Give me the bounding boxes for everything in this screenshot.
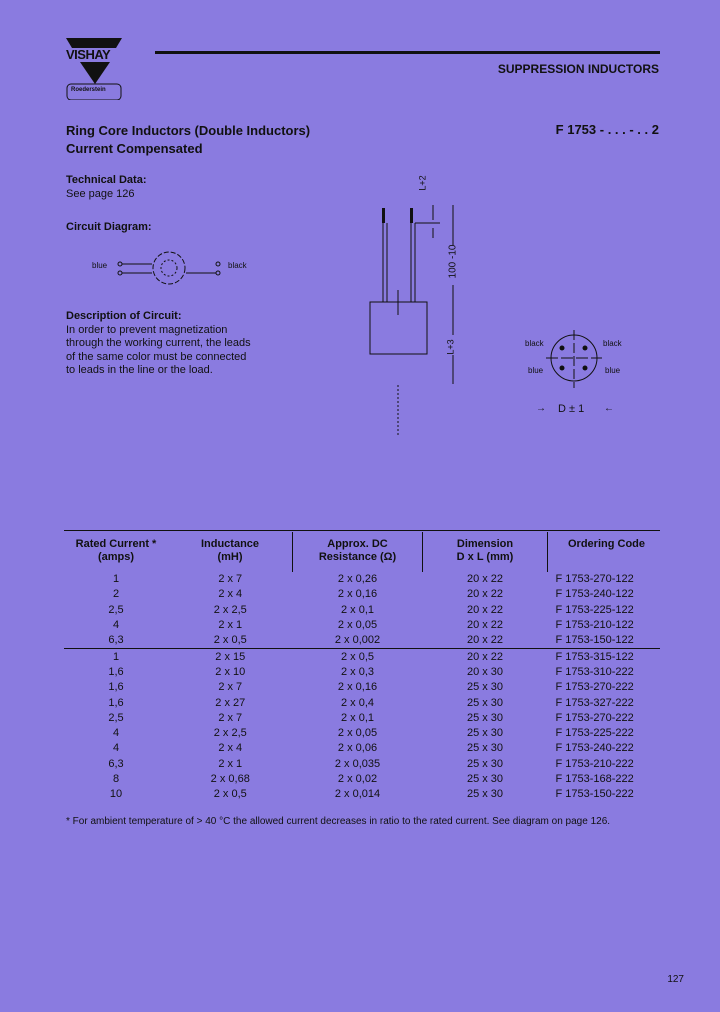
table-row [64, 649, 660, 665]
header-ordering-code: Ordering Code [568, 538, 646, 550]
diameter-label: D ± 1 [558, 403, 585, 415]
cell-ordering-code: F 1753-225-222 [555, 727, 634, 740]
sub-brand: Roederstein [71, 87, 106, 93]
cell-dimension: 25 x 30 [466, 727, 504, 740]
header-rule [155, 51, 660, 54]
cell-inductance: 2 x 10 [215, 665, 246, 678]
cell-dimension: 20 x 22 [466, 573, 504, 586]
cell-ordering-code: F 1753-210-122 [555, 619, 634, 632]
cell-ordering-code: F 1753-327-222 [555, 696, 634, 709]
circuit-right-label: black [228, 261, 247, 270]
cell-resistance: 2 x 0,002 [293, 633, 423, 649]
cell-inductance: 2 x 27 [215, 696, 246, 709]
cell-resistance: 2 x 0,4 [340, 696, 375, 709]
title-line-2: Current Compensated [66, 141, 203, 156]
cell-dimension: 25 x 30 [466, 757, 504, 770]
cell-resistance: 2 x 0,05 [337, 619, 378, 632]
cell-dimension: 20 x 22 [466, 603, 504, 616]
cell-dimension: 20 x 22 [466, 619, 504, 632]
cell-resistance: 2 x 0,014 [334, 788, 381, 801]
table-header-row [64, 532, 660, 572]
table-row [64, 603, 660, 618]
cell-rated-current: 4 [112, 742, 120, 755]
table-row [64, 741, 660, 756]
table-row [64, 772, 660, 787]
cell-inductance: 2 x 2,5 [213, 603, 247, 616]
table-row [64, 665, 660, 680]
cell-resistance: 2 x 0,3 [340, 665, 375, 678]
circuit-diagram [90, 248, 270, 288]
description-heading: Description of Circuit: [66, 310, 182, 322]
description-line: In order to prevent magnetization [66, 323, 228, 336]
header-inductance: Inductance (mH) [168, 532, 293, 572]
cell-ordering-code: F 1753-315-122 [555, 650, 634, 663]
cell-dimension: 20 x 22 [466, 588, 504, 601]
cell-inductance: 2 x 7 [218, 711, 243, 724]
product-title [66, 122, 310, 158]
page-number: 127 [667, 974, 684, 985]
cell-resistance: 2 x 0,1 [340, 711, 375, 724]
cell-dimension: 20 x 22 [423, 633, 548, 649]
dimension-drawing-side [360, 170, 470, 440]
description-line: to leads in the line or the load. [66, 364, 213, 376]
top-left-label: black [525, 339, 544, 348]
cell-rated-current: 1 [112, 573, 120, 586]
cell-inductance: 2 x 4 [218, 588, 243, 601]
technical-text: See page 126 [66, 188, 135, 200]
part-number: F 1753 - . . . - . . 2 [555, 122, 659, 137]
cell-ordering-code: F 1753-150-222 [555, 788, 634, 801]
cell-inductance: 2 x 7 [218, 573, 243, 586]
technical-heading: Technical Data: [66, 174, 147, 186]
table-row [64, 711, 660, 726]
cell-dimension: 20 x 30 [466, 665, 504, 678]
cell-ordering-code: F 1753-240-122 [555, 588, 634, 601]
table-row [64, 680, 660, 695]
cell-inductance: 2 x 0,5 [213, 788, 247, 801]
table-footnote: * For ambient temperature of > 40 °C the allowed current decreases in ratio to the rated current. See diagram on page 126. [66, 816, 611, 827]
cell-ordering-code: F 1753-225-122 [555, 603, 634, 616]
ordering-table [64, 532, 660, 802]
cell-rated-current: 1,6 [108, 665, 124, 678]
cell-rated-current: 4 [112, 619, 120, 632]
cell-ordering-code: F 1753-210-222 [555, 757, 634, 770]
cell-rated-current: 6,3 [108, 757, 124, 770]
cell-dimension: 25 x 30 [466, 711, 504, 724]
cell-inductance: 2 x 7 [218, 681, 243, 694]
cell-rated-current: 6,3 [64, 633, 168, 649]
section-title: SUPPRESSION INDUCTORS [497, 62, 659, 76]
table-row [64, 757, 660, 772]
header-rated-current: Rated Current * (amps) [75, 538, 157, 563]
cell-dimension: 25 x 30 [466, 742, 504, 755]
cell-rated-current: 2,5 [108, 603, 124, 616]
cell-rated-current: 4 [112, 727, 120, 740]
circuit-heading: Circuit Diagram: [66, 221, 152, 233]
description-line: of the same color must be connected [66, 350, 247, 363]
cell-resistance: 2 x 0,1 [340, 603, 375, 616]
lead-tolerance-label: L+2 [417, 175, 428, 191]
circuit-description [66, 310, 251, 378]
brand-name: VISHAY [66, 47, 111, 62]
body-length-label: L+3 [445, 339, 456, 355]
cell-inductance: 2 x 4 [218, 742, 243, 755]
cell-ordering-code: F 1753-270-122 [555, 573, 634, 586]
cell-resistance: 2 x 0,26 [337, 573, 378, 586]
bottom-left-label: blue [528, 366, 544, 375]
header-resistance: Approx. DC Resistance (Ω) [293, 532, 423, 572]
table-row [64, 618, 660, 633]
cell-ordering-code: F 1753-270-222 [555, 711, 634, 724]
cell-ordering-code: F 1753-240-222 [555, 742, 634, 755]
cell-inductance: 2 x 1 [218, 619, 243, 632]
circuit-left-label: blue [92, 261, 108, 270]
table-row [64, 587, 660, 602]
title-line-1: Ring Core Inductors (Double Inductors) [66, 123, 311, 138]
cell-inductance: 2 x 15 [215, 650, 246, 663]
cell-rated-current: 2 [112, 588, 120, 601]
table-row [64, 633, 660, 649]
arrow-right-icon: ← [604, 403, 614, 414]
top-right-label: black [603, 339, 622, 348]
cell-resistance: 2 x 0,02 [337, 773, 378, 785]
cell-inductance: 2 x 2,5 [213, 727, 247, 740]
cell-inductance: 2 x 0,68 [210, 773, 250, 785]
cell-rated-current: 1,6 [108, 681, 124, 694]
cell-ordering-code: F 1753-168-222 [555, 773, 634, 785]
technical-data [66, 173, 147, 201]
cell-resistance: 2 x 0,035 [334, 757, 381, 770]
cell-resistance: 2 x 0,16 [337, 588, 378, 601]
cell-dimension: 25 x 30 [466, 788, 504, 801]
cell-rated-current: 2,5 [108, 711, 124, 724]
cell-rated-current: 8 [112, 773, 120, 785]
vishay-logo [66, 38, 124, 100]
cell-resistance: 2 x 0,5 [340, 650, 375, 663]
cell-dimension: 25 x 30 [466, 696, 504, 709]
cell-dimension: 25 x 30 [466, 773, 504, 785]
table-row [64, 572, 660, 587]
header-dimension: Dimension D x L (mm) [423, 532, 548, 572]
cell-rated-current: 10 [109, 788, 123, 801]
dimension-drawing-bottom [520, 330, 660, 420]
cell-resistance: 2 x 0,06 [337, 742, 378, 755]
table-row [64, 726, 660, 741]
cell-inductance: 2 x 1 [218, 757, 243, 770]
cell-ordering-code: F 1753-150-122 [548, 633, 661, 649]
cell-rated-current: 1,6 [108, 696, 124, 709]
bottom-right-label: blue [605, 366, 621, 375]
cell-dimension: 25 x 30 [466, 681, 504, 694]
cell-resistance: 2 x 0,05 [337, 727, 378, 740]
description-line: through the working current, the leads [66, 337, 251, 349]
cell-ordering-code: F 1753-270-222 [555, 681, 634, 694]
cell-dimension: 20 x 22 [466, 650, 504, 663]
cell-ordering-code: F 1753-310-222 [555, 665, 634, 678]
table-row [64, 787, 660, 802]
cell-inductance: 2 x 0,5 [168, 633, 293, 649]
cell-resistance: 2 x 0,16 [337, 681, 378, 694]
arrow-left-icon: → [536, 403, 546, 414]
table-top-rule [64, 530, 660, 531]
length-label: 100 -10 [447, 244, 459, 279]
table-row [64, 695, 660, 710]
cell-rated-current: 1 [112, 650, 120, 663]
